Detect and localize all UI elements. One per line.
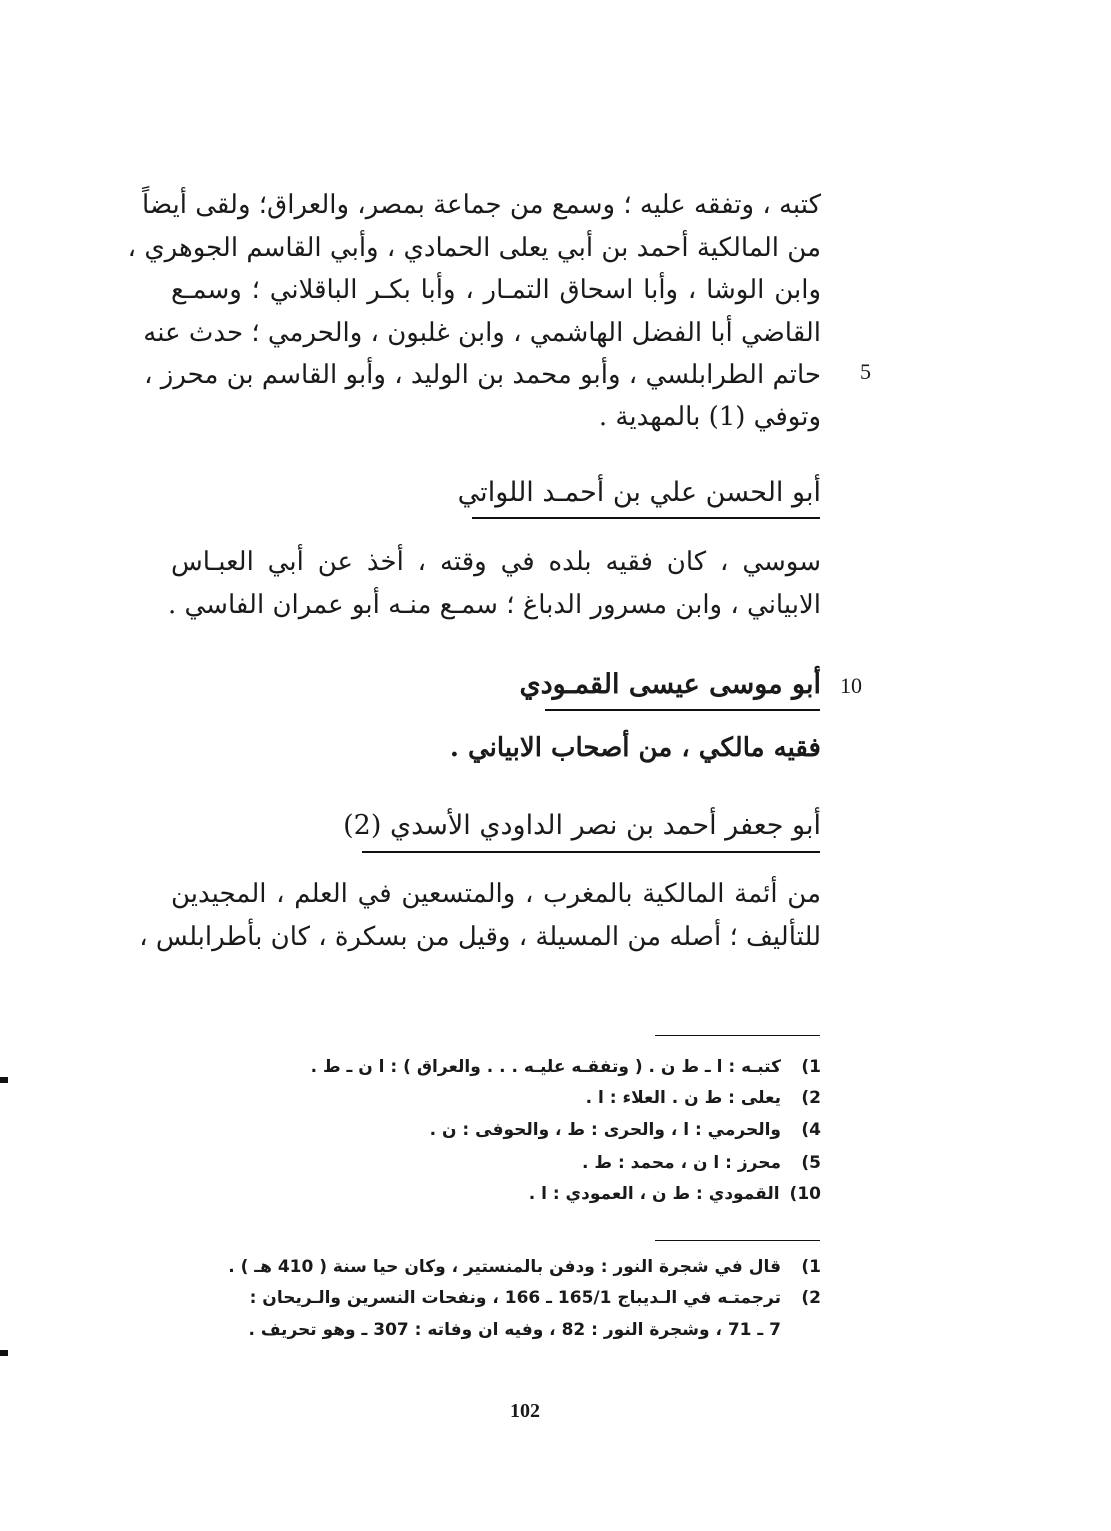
footnote-separator bbox=[655, 1035, 820, 1036]
footnote bbox=[228, 1251, 821, 1283]
note-text: والحرمي : ا ، والحرى : ط ، والحوفى : ن . bbox=[429, 1120, 781, 1140]
line-number: 5 bbox=[860, 359, 871, 384]
heading-underline bbox=[545, 709, 820, 711]
footnote-number: 2) bbox=[801, 1288, 821, 1308]
footnote-separator bbox=[655, 1240, 820, 1241]
variant-note bbox=[430, 1114, 821, 1146]
body-line: حاتم الطرابلسي ، وأبو محمد بن الوليد ، وأبو القاسم بن محرز ، bbox=[144, 360, 821, 390]
note-text: محرز : ا ن ، محمد : ط . bbox=[582, 1153, 781, 1173]
footnote bbox=[248, 1314, 821, 1346]
footnote-number: 1) bbox=[801, 1257, 821, 1277]
body-line: من المالكية أحمد بن أبي يعلى الحمادي ، وأبي القاسم الجوهري ، bbox=[127, 233, 821, 263]
scan-mark bbox=[0, 1077, 8, 1083]
note-text: القمودي : ط ن ، العمودي : ا . bbox=[528, 1184, 780, 1204]
entry-line: فقيه مالكي ، من أصحاب الابياني . bbox=[449, 733, 821, 763]
entry-line: الابياني ، وابن مسرور الدباغ ؛ سمـع منـه أبو عمران الفاسي . bbox=[167, 590, 821, 620]
entry-heading: أبو موسى عيسى القمـودي bbox=[519, 669, 821, 700]
heading-underline bbox=[362, 851, 820, 853]
page-number: 102 bbox=[510, 1400, 540, 1422]
entry-heading: أبو جعفر أحمد بن نصر الداودي الأسدي (2) bbox=[343, 810, 821, 841]
entry-line: سوسي ، كان فقيه بلده في وقته ، أخذ عن أبي العبـاس bbox=[171, 547, 821, 577]
footnote-text: 7 ـ 71 ، وشجرة النور : 82 ، وفيه ان وفاته : 307 ـ وهو تحريف . bbox=[248, 1320, 781, 1340]
variant-note bbox=[311, 1051, 821, 1083]
footnote-text: قال في شجرة النور : ودفن بالمنستير ، وكان حيا سنة ( 410 هـ ) . bbox=[228, 1257, 781, 1277]
note-number: 5) bbox=[801, 1153, 821, 1173]
variant-note bbox=[529, 1178, 821, 1210]
body-line: وابن الوشا ، وأبا اسحاق التمـار ، وأبا بكـر الباقلاني ؛ وسمـع bbox=[171, 275, 821, 305]
scan-mark bbox=[0, 1350, 8, 1356]
note-number: 2) bbox=[801, 1088, 821, 1108]
heading-underline bbox=[472, 517, 820, 519]
entry-line: للتأليف ؛ أصله من المسيلة ، وقيل من بسكرة ، كان بأطرابلس ، bbox=[139, 922, 821, 952]
footnote-text: ترجمتـه في الـديباج 165/1 ـ 166 ، ونفحات النسرين والـريحان : bbox=[249, 1288, 781, 1308]
variant-note bbox=[582, 1147, 821, 1179]
line-number: 10 bbox=[840, 673, 862, 698]
note-text: يعلى : ط ن . العلاء : ا . bbox=[585, 1088, 781, 1108]
note-number: 10) bbox=[789, 1184, 821, 1204]
note-number: 4) bbox=[801, 1120, 821, 1140]
entry-line: من أئمة المالكية بالمغرب ، والمتسعين في العلم ، المجيدين bbox=[171, 879, 821, 909]
body-line: كتبه ، وتفقه عليه ؛ وسمع من جماعة بمصر، والعراق؛ ولقى أيضاً bbox=[142, 190, 821, 220]
variant-note bbox=[586, 1082, 821, 1114]
body-line: القاضي أبا الفضل الهاشمي ، وابن غلبون ، والحرمي ؛ حدث عنه bbox=[143, 318, 821, 348]
body-line: وتوفي (1) بالمهدية . bbox=[598, 402, 821, 432]
entry-heading: أبو الحسن علي بن أحمـد اللواتي bbox=[457, 477, 821, 508]
note-text: كتبـه : ا ـ ط ن . ( وتفقـه عليـه . . . والعراق ) : ا ن ـ ط . bbox=[310, 1057, 781, 1077]
note-number: 1) bbox=[801, 1057, 821, 1077]
footnote bbox=[250, 1282, 821, 1314]
